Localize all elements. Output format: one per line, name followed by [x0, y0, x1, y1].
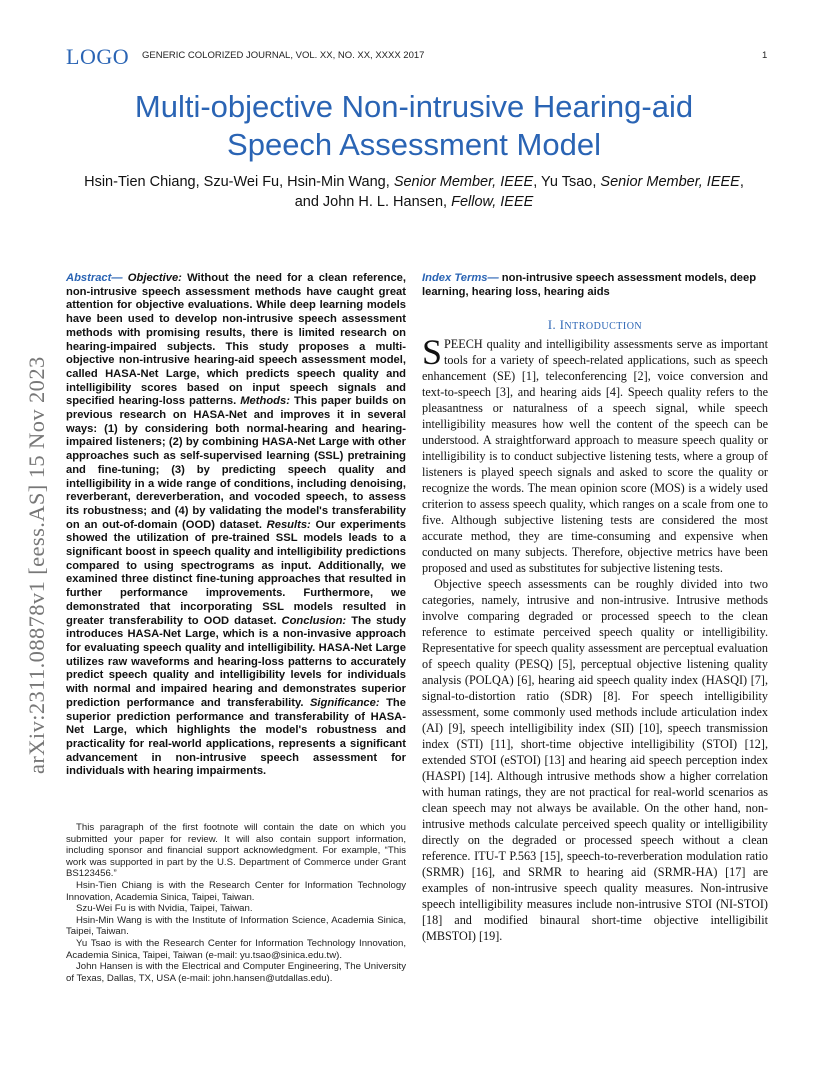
intro-paragraph-2: Objective speech assessments can be roughly divided into two categories, namely, intrusive and non-intrusive. Intrusive methods involve comparing degraded or processed speech to the clean reference to estimate perceived speech quality or intelligibility. Representative for speech quality assessment are perceptual evaluation of speech quality (PESQ) [5], perceptual objective listening quality analysis (POLQA) [6], hearing aid speech quality index (HASQI) [7], signal-to-distortion ratio (SDR) [8]. For speech intelligibility assessment, some commonly used methods include articulation index (AI) [9], speech intelligibility index (SII) [10], speech transmission index (STI) [11], short-time objective intelligibility (STOI) [12], extended STOI (eSTOI) [13] and hearing aid speech perception index (HASPI) [14]. Although intrusive methods show a higher correlation with human ratings, they are not practical for real-world scenarios as clean speech may not always be available. On the other hand, non-intrusive methods calculate perceived speech quality or intelligibility directly on the degraded or processed speech without a clean reference. ITU-T P.563 [15], speech-to-reverberation modulation ratio (SRMR) [16], and SRMR to hearing aid (SRMR-HA) [17] are examples of non-intrusive speech quality measures. Non-intrusive speech intelligibility measures include non-intrusive STOI (NI-STOI) [18] and modified binaural short-time objective intelligibilit (MBSTOI) [19]. — [422, 577, 768, 943]
authors-b-role: Senior Member, IEEE — [600, 174, 740, 190]
section-heading-numeral: I. I — [547, 318, 565, 332]
author-line-1 — [60, 172, 768, 192]
author-line-2 — [60, 192, 768, 212]
conclusion-label: Conclusion: — [281, 614, 347, 627]
methods-label: Methods: — [240, 395, 290, 408]
footnote-5: Yu Tsao is with the Research Center for Information Technology Innovation, Academia Sinica, Taipei, Taiwan (e-mail: yu.tsao@sinica.edu.tw). — [66, 937, 406, 961]
paper-title — [60, 88, 768, 164]
introduction-body — [422, 332, 768, 944]
abstract-label: Abstract— — [66, 272, 123, 284]
conclusion-text: The study introduces HASA-Net Large, which is a non-invasive approach for evaluating speech quality and intelligibility. HASA-Net Large utilizes raw waveforms and hearing-loss patterns to accurately predict speech quality and intelligibility levels for individuals with normal and impaired hearing and demonstrates superior prediction performance and transferability. — [66, 614, 406, 709]
authors-b: , Yu Tsao, — [533, 174, 601, 190]
journal-header: GENERIC COLORIZED JOURNAL, VOL. XX, NO. XX, XXXX 2017 — [142, 50, 425, 61]
journal-logo: LOGO — [66, 44, 130, 69]
footnote-1: This paragraph of the first footnote will contain the date on which you submitted your paper for review. It will also contain support information, including sponsor and financial support acknowledgment. For example, “This work was supported in part by the U.S. Department of Commerce under Grant BS123456.” — [66, 822, 406, 880]
results-text: Our experiments showed the utilization of pre-trained SSL models leads to a significant boost in speech quality and intelligibility predictions compared to using spectrograms as input. Additionally, we examined three distinct fine-tuning approaches that resulted in further performance improvements. Furthermore, we demonstrated that incorporating SSL models resulted in greater transferability to OOD dataset. — [66, 518, 406, 627]
dropcap-letter: S — [422, 332, 443, 372]
footnote-4: Hsin-Min Wang is with the Institute of Information Science, Academia Sinica, Taipei, Taiwan. — [66, 914, 406, 938]
section-heading-introduction — [422, 318, 768, 333]
authors-a-role: Senior Member, IEEE — [393, 174, 534, 190]
footnote-3: Szu-Wei Fu is with Nvidia, Taipei, Taiwan. — [76, 903, 253, 915]
footnotes — [66, 822, 406, 984]
objective-text: Without the need for a clean reference, non-intrusive speech assessment methods have caught great attention for objective evaluations. While deep learning models have been used to develop non-intrusive speech assessment methods with promising results, there is limited research on hearing-impaired subjects. This study proposes a multi-objective non-intrusive hearing-aid speech assessment model, called HASA-Net Large, which predicts speech quality and intelligibility scores based on input speech signals and specified hearing-loss patterns. — [66, 272, 407, 408]
authors-d: and John H. L. Hansen, — [294, 194, 452, 210]
index-terms-text: non-intrusive speech assessment models, deep learning, hearing loss, hearing aids — [422, 272, 757, 298]
footnote-6: John Hansen is with the Electrical and Computer Engineering, The University of Texas, Dallas, TX, USA (e-mail: john.hansen@utdallas.edu). — [66, 961, 406, 984]
arxiv-identifier: arXiv:2311.08878v1 [eess.AS] 15 Nov 2023 — [24, 356, 49, 774]
significance-label: Significance: — [309, 696, 380, 709]
results-label: Results: — [266, 518, 311, 531]
authors-d-role: Fellow, IEEE — [451, 194, 534, 210]
author-list — [60, 172, 768, 212]
methods-text: This paper builds on previous research on HASA-Net and improves it in several ways: (1) by considering both normal-hearing and hearing-impaired listeners; (2) by combining HASA-Net Large with other approaches such as self-supervised learning (SSL) pretraining and fine-tuning; (3) by predicting speech quality and intelligibility in a wide range of conditions, including denoising, reverberant, dereverberation, and vocoded speech, to assess its robustness; and (4) by validating the model's transferability on an out-of-domain (OOD) dataset. — [66, 395, 406, 531]
intro-paragraph-1-text: PEECH quality and intelligibility assessments serve as important tools for a variety of speech-related applications, such as speech enhancement (SE) [1], teleconferencing [2], voice conversion and text-to-speech [3], and hearing aids [4]. Speech quality refers to the pleasantness or naturalness of a speech signal, while speech intelligibility measures how well the content of the speech can be understood. A straightforward approach to measure speech quality or intelligibility is to conduct subjective listening tests, where a group of listeners is played speech signals and asked to score the quality or recognize the words. The mean opinion score (MOS) is a widely used criterion to assess speech quality, which ranges on a scale from one to five. Although subjective listening tests are considered the most accurate method, they are time-consuming and expensive when conducted on many subjects. Therefore, objective metrics have been proposed and used as substitutes for subjective listening tests. — [422, 337, 768, 575]
significance-text: The superior prediction performance and transferability of HASA-Net Large, which highlights the model's robustness and practicality for real-world applications, represents a significant advancement in non-intrusive speech assessment for individuals with hearing impairments. — [66, 696, 406, 778]
authors-c: , — [739, 174, 744, 190]
arxiv-sidebar — [22, 274, 48, 774]
intro-paragraph-1 — [422, 332, 768, 576]
index-terms — [422, 272, 768, 299]
index-terms-label: Index Terms— — [422, 272, 499, 284]
footnote-2: Hsin-Tien Chiang is with the Research Center for Information Technology Innovation, Academia Sinica, Taipei, Taiwan. — [66, 879, 406, 903]
page-number: 1 — [762, 50, 768, 61]
objective-label: Objective: — [127, 272, 182, 284]
abstract — [66, 272, 406, 779]
authors-a: Hsin-Tien Chiang, Szu-Wei Fu, Hsin-Min Wang, — [84, 174, 394, 190]
title-line-1: Multi-objective Non-intrusive Hearing-aid — [134, 89, 694, 124]
section-heading-rest: NTRODUCTION — [564, 321, 643, 332]
title-line-2: Speech Assessment Model — [227, 127, 601, 162]
